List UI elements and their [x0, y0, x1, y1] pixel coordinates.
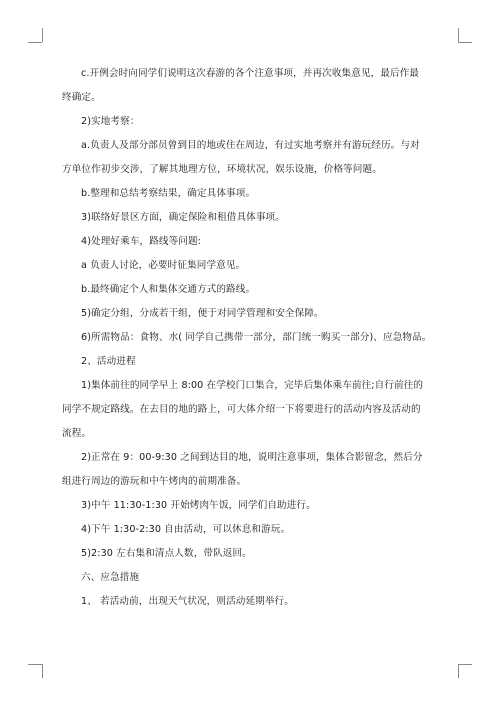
- text-line: b.整理和总结考察结果，确定具体事项。: [81, 188, 256, 199]
- crop-mark-bottom-right-v: [458, 664, 459, 678]
- text-line: 2)实地考察：: [81, 116, 140, 127]
- document-body: [62, 62, 444, 614]
- text-line: c.开例会时向同学们说明这次春游的各个注意事项，并再次收集意见，最后作最: [81, 68, 420, 79]
- crop-mark-bottom-left-v: [42, 664, 43, 678]
- text-line: a.负责人及部分部员曾到目的地或住在周边，有过实地考察并有游玩经历。与对: [81, 140, 420, 151]
- text-line: 4)处理好乘车，路线等问题:: [81, 236, 202, 247]
- text-line: 终确定。: [62, 92, 101, 103]
- section-heading: 2、活动进程: [81, 356, 136, 367]
- text-line: b.最终确定个人和集体交通方式的路线。: [81, 284, 256, 295]
- crop-mark-top-right-h: [458, 42, 472, 43]
- text-line: 流程。: [62, 428, 92, 439]
- text-line: 4)下午 1:30-2:30 自由活动，可以休息和游玩。: [81, 524, 291, 535]
- text-line: a 负责人讨论，必要时征集同学意见。: [81, 260, 246, 271]
- text-line: 5)确定分组，分成若干组，便于对同学管理和安全保障。: [81, 308, 324, 319]
- crop-mark-bottom-right-h: [458, 664, 472, 665]
- text-line: 2)正常在 9：00-9:30 之间到达目的地，说明注意事项，集体合影留念，然后分: [81, 452, 423, 463]
- text-line: 同学不规定路线。在去目的地的路上，可大体介绍一下将要进行的活动内容及活动的: [62, 404, 421, 415]
- section-heading: 六、应急措施: [81, 572, 140, 583]
- crop-mark-bottom-left-h: [28, 664, 42, 665]
- text-line: 5)2:30 左右集和清点人数，带队返回。: [81, 548, 252, 559]
- crop-mark-top-left-v: [42, 28, 43, 42]
- text-line: 组进行周边的游玩和中午烤肉的前期准备。: [62, 476, 247, 487]
- text-line: 1)集体前往的同学早上 8:00 在学校门口集合，完毕后集体乘车前往;自行前往的: [81, 380, 424, 391]
- text-line: 3)联络好景区方面，确定保险和租借具体事项。: [81, 212, 285, 223]
- crop-mark-top-right-v: [458, 28, 459, 42]
- text-line: 方单位作初步交涉，了解其地理方位，环境状况，娱乐设施，价格等问题。: [62, 164, 382, 175]
- text-line: 3)中午 11:30-1:30 开始烤肉午饭，同学们自助进行。: [81, 500, 316, 511]
- text-line: 1、 若活动前，出现天气状况，则活动延期举行。: [81, 596, 294, 607]
- text-line: 6)所需物品：食物、水( 同学自己携带一部分，部门统一购买一部分)、应急物品。: [81, 332, 432, 343]
- crop-mark-top-left-h: [28, 42, 42, 43]
